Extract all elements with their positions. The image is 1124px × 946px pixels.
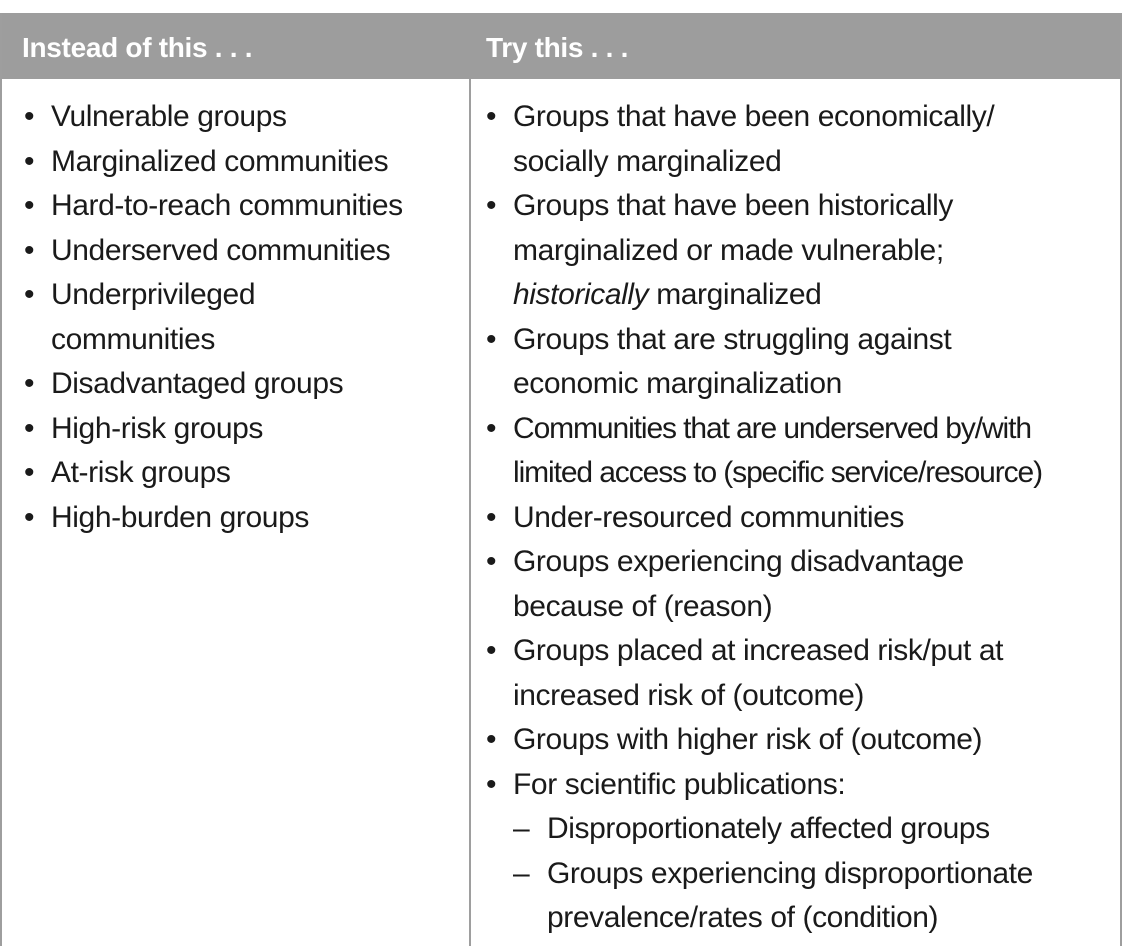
- list-item: • Groups with higher risk of (outcome): [486, 718, 1116, 763]
- terminology-table: [0, 13, 1122, 946]
- list-item: • At-risk groups: [24, 451, 464, 496]
- dash-icon: –: [513, 856, 530, 890]
- header-instead-of-this: Instead of this . . .: [22, 32, 253, 63]
- bullet-icon: •: [24, 278, 35, 311]
- column-divider: [469, 79, 471, 946]
- instead-of-list: [24, 95, 464, 540]
- list-item: • High-risk groups: [24, 407, 464, 452]
- list-item: • Underserved communities: [24, 229, 464, 274]
- sub-list-item: – Disproportionately affected groups: [513, 807, 1116, 852]
- list-item: • Disadvantaged groups: [24, 362, 464, 407]
- bullet-icon: •: [486, 100, 497, 133]
- list-item: • Under-resourced communities: [486, 496, 1116, 541]
- list-item: • Marginalized communities: [24, 140, 464, 185]
- bullet-icon: •: [24, 144, 35, 178]
- list-item: • Hard-to-reach communities: [24, 184, 464, 229]
- list-item: • Underprivileged communities: [24, 273, 331, 362]
- list-item: • Communities that are underserved by/with limited access to (specific service/resource): [486, 407, 1116, 496]
- bullet-icon: •: [24, 100, 35, 133]
- list-item: • High-burden groups: [24, 496, 464, 541]
- sub-list-item: – Groups experiencing disproportionate prevalence/rates of (condition): [513, 852, 1116, 941]
- sub-list: [513, 807, 1116, 941]
- bullet-icon: •: [486, 411, 496, 445]
- bullet-icon: •: [486, 545, 497, 578]
- list-item: • Groups placed at increased risk/put at increased risk of (outcome): [486, 629, 1088, 718]
- bullet-icon: •: [24, 411, 35, 445]
- bullet-icon: •: [24, 189, 35, 222]
- bullet-icon: •: [486, 189, 497, 222]
- try-this-list: [486, 95, 1116, 941]
- bullet-icon: •: [24, 367, 35, 400]
- bullet-icon: •: [486, 723, 497, 756]
- list-item: • Groups that are struggling against economic marginalization: [486, 318, 1038, 407]
- bullet-icon: •: [24, 500, 35, 534]
- list-item: • Groups experiencing disadvantage because of (reason): [486, 540, 1038, 629]
- bullet-icon: •: [24, 456, 35, 489]
- bullet-icon: •: [486, 767, 497, 801]
- bullet-icon: •: [486, 500, 497, 534]
- dash-icon: –: [513, 812, 530, 845]
- header-try-this: Try this . . .: [486, 32, 629, 63]
- table-header: [2, 13, 1120, 79]
- list-item: • Groups that have been historically marginalized or made vulnerable; historically marginalized: [486, 184, 1038, 318]
- list-item: • For scientific publications: – Disproportionately affected groups – Groups experiencing disproportionate prevalence/rates of (condition): [486, 763, 1116, 941]
- list-item: • Vulnerable groups: [24, 95, 464, 140]
- bullet-icon: •: [24, 233, 35, 267]
- bullet-icon: •: [486, 634, 497, 667]
- list-item: • Groups that have been economically/ socially marginalized: [486, 95, 1073, 184]
- bullet-icon: •: [486, 322, 497, 356]
